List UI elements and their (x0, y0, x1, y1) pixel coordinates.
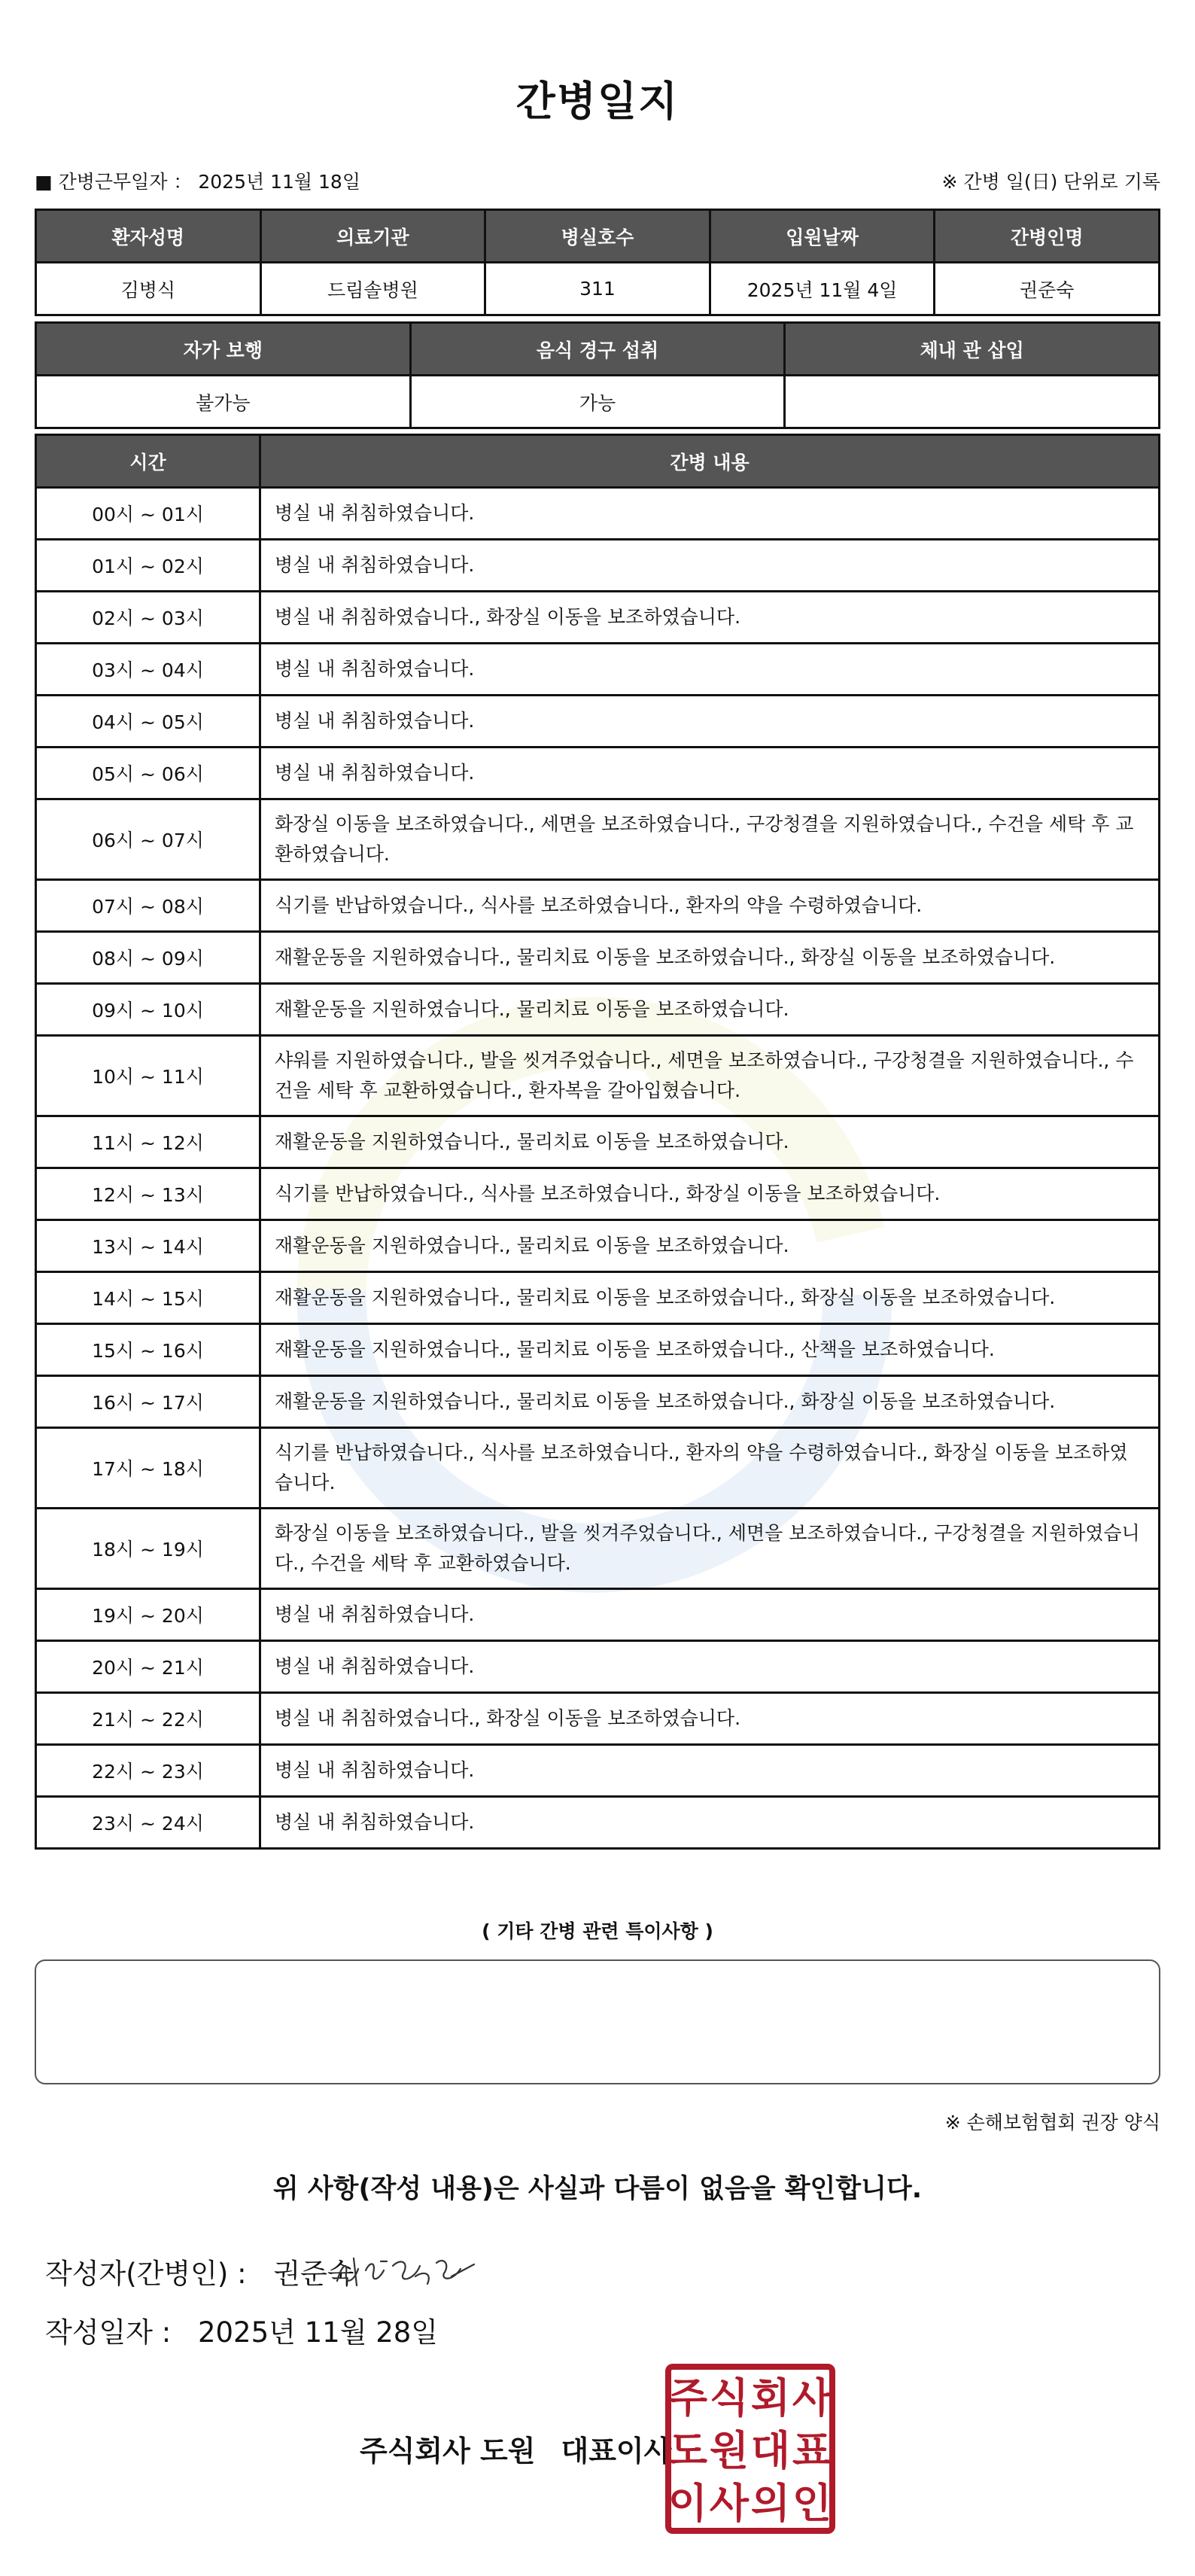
self-walking-value: 불가능 (36, 376, 411, 428)
seal-character: 사 (709, 2480, 750, 2527)
log-content: 병실 내 취침하였습니다. (260, 540, 1160, 592)
company-seal-stamp (664, 2362, 837, 2535)
patient-info-table (35, 209, 1160, 316)
special-notes-box (35, 1959, 1160, 2084)
seal-character: 주 (667, 2374, 708, 2422)
seal-character: 의 (750, 2480, 791, 2527)
document-title: 간병일지 (515, 78, 680, 125)
patient-name: 김병식 (36, 263, 261, 315)
care-log-row (36, 1272, 1160, 1324)
log-content: 병실 내 취침하였습니다. (260, 1745, 1160, 1797)
caregiver-name: 권준숙 (935, 263, 1160, 315)
header-time: 시간 (36, 435, 260, 488)
written-date-line (45, 2310, 438, 2350)
room-number: 311 (485, 263, 710, 315)
header-caregiver-name: 간병인명 (935, 210, 1160, 263)
patient-info-value-row (36, 263, 1160, 315)
log-time: 08시 ~ 09시 (36, 932, 260, 984)
log-content: 병실 내 취침하였습니다. (260, 748, 1160, 799)
log-time: 01시 ~ 02시 (36, 540, 260, 592)
writer-name: 권준숙 (273, 2258, 354, 2290)
log-time: 21시 ~ 22시 (36, 1693, 260, 1745)
header-care-content: 간병 내용 (260, 435, 1160, 488)
oral-intake-value: 가능 (410, 376, 785, 428)
log-time: 06시 ~ 07시 (36, 799, 260, 880)
work-date-label: ■ 간병근무일자 ： (35, 171, 193, 193)
care-log-row (36, 1376, 1160, 1428)
log-content: 병실 내 취침하였습니다., 화장실 이동을 보조하였습니다. (260, 592, 1160, 644)
care-log-row (36, 1168, 1160, 1220)
log-time: 07시 ~ 08시 (36, 880, 260, 932)
care-log-row (36, 1641, 1160, 1693)
care-log-row (36, 1116, 1160, 1168)
log-time: 10시 ~ 11시 (36, 1036, 260, 1116)
care-log-row (36, 592, 1160, 644)
seal-character: 이 (667, 2480, 708, 2527)
log-content: 식기를 반납하였습니다., 식사를 보조하였습니다., 환자의 약을 수령하였습니다. (260, 880, 1160, 932)
log-time: 02시 ~ 03시 (36, 592, 260, 644)
special-notes-title: ( 기타 간병 관련 특이사항 ) (482, 1920, 713, 1942)
care-log-row (36, 1745, 1160, 1797)
care-log-row (36, 644, 1160, 696)
care-log-row (36, 540, 1160, 592)
log-time: 17시 ~ 18시 (36, 1428, 260, 1509)
record-unit-note: ※ 간병 일(日) 단위로 기록 (941, 171, 1160, 193)
log-time: 13시 ~ 14시 (36, 1220, 260, 1272)
confirmation-statement: 위 사항(작성 내용)은 사실과 다름이 없음을 확인합니다. (272, 2174, 923, 2204)
log-time: 04시 ~ 05시 (36, 696, 260, 748)
log-content: 재활운동을 지원하였습니다., 물리치료 이동을 보조하였습니다. (260, 1220, 1160, 1272)
log-time: 05시 ~ 06시 (36, 748, 260, 799)
company-line (360, 2428, 671, 2469)
care-log-row (36, 488, 1160, 540)
seal-character: 사 (792, 2374, 832, 2422)
log-time: 16시 ~ 17시 (36, 1376, 260, 1428)
status-value-row (36, 376, 1160, 428)
care-log-row (36, 1589, 1160, 1641)
log-content: 화장실 이동을 보조하였습니다., 세면을 보조하였습니다., 구강청결을 지원하였습니다., 수건을 세탁 후 교환하였습니다. (260, 799, 1160, 880)
header-tube-insertion: 체내 관 삽입 (785, 323, 1160, 376)
header-room-number: 병실호수 (485, 210, 710, 263)
care-log-row (36, 880, 1160, 932)
handwritten-signature (331, 2243, 482, 2296)
log-time: 15시 ~ 16시 (36, 1324, 260, 1376)
care-log-row (36, 1428, 1160, 1509)
status-header-row (36, 323, 1160, 376)
work-date-value: 2025년 11월 18일 (198, 171, 360, 193)
care-log-row (36, 696, 1160, 748)
seal-character: 식 (709, 2374, 750, 2422)
care-log-row (36, 1797, 1160, 1849)
writer-label: 작성자(간병인) : (45, 2258, 247, 2290)
care-log-row (36, 1693, 1160, 1745)
log-time: 03시 ~ 04시 (36, 644, 260, 696)
log-content: 병실 내 취침하였습니다. (260, 696, 1160, 748)
log-content: 재활운동을 지원하였습니다., 물리치료 이동을 보조하였습니다., 화장실 이동을 보조하였습니다. (260, 1376, 1160, 1428)
work-date (35, 167, 360, 194)
log-time: 12시 ~ 13시 (36, 1168, 260, 1220)
log-content: 병실 내 취침하였습니다. (260, 1797, 1160, 1849)
seal-character: 회 (750, 2374, 791, 2422)
care-log-row (36, 799, 1160, 880)
seal-character: 표 (792, 2427, 832, 2474)
admission-date: 2025년 11월 4일 (710, 263, 935, 315)
written-date-value: 2025년 11월 28일 (197, 2316, 439, 2349)
log-time: 14시 ~ 15시 (36, 1272, 260, 1324)
log-content: 재활운동을 지원하였습니다., 물리치료 이동을 보조하였습니다., 화장실 이동을 보조하였습니다. (260, 1272, 1160, 1324)
writer-line (45, 2251, 354, 2291)
care-log-row (36, 1324, 1160, 1376)
patient-status-table (35, 321, 1160, 429)
care-log-table (35, 434, 1160, 1850)
log-content: 병실 내 취침하였습니다. (260, 644, 1160, 696)
log-time: 19시 ~ 20시 (36, 1589, 260, 1641)
header-hospital: 의료기관 (260, 210, 485, 263)
care-log-row (36, 1036, 1160, 1116)
log-time: 22시 ~ 23시 (36, 1745, 260, 1797)
meta-line (35, 167, 1160, 197)
care-log-row (36, 1509, 1160, 1589)
log-content: 병실 내 취침하였습니다. (260, 1641, 1160, 1693)
header-admission-date: 입원날짜 (710, 210, 935, 263)
tube-insertion-value (785, 376, 1160, 428)
seal-character: 원 (709, 2427, 750, 2474)
log-content: 병실 내 취침하였습니다. (260, 1589, 1160, 1641)
log-content: 재활운동을 지원하였습니다., 물리치료 이동을 보조하였습니다. (260, 1116, 1160, 1168)
header-self-walking: 자가 보행 (36, 323, 411, 376)
hospital-name: 드림솔병원 (260, 263, 485, 315)
log-content: 화장실 이동을 보조하였습니다., 발을 씻겨주었습니다., 세면을 보조하였습니다., 구강청결을 지원하였습니다., 수건을 세탁 후 교환하였습니다. (260, 1509, 1160, 1589)
log-content: 병실 내 취침하였습니다., 화장실 이동을 보조하였습니다. (260, 1693, 1160, 1745)
care-log-row (36, 748, 1160, 799)
seal-character: 인 (792, 2480, 832, 2527)
header-oral-intake: 음식 경구 섭취 (410, 323, 785, 376)
seal-character: 도 (667, 2427, 708, 2474)
company-role: 대표이사 (561, 2434, 672, 2468)
log-time: 18시 ~ 19시 (36, 1509, 260, 1589)
log-time: 09시 ~ 10시 (36, 984, 260, 1036)
log-content: 재활운동을 지원하였습니다., 물리치료 이동을 보조하였습니다. (260, 984, 1160, 1036)
log-content: 샤워를 지원하였습니다., 발을 씻겨주었습니다., 세면을 보조하였습니다., 구강청결을 지원하였습니다., 수건을 세탁 후 교환하였습니다., 환자복을 갈아입혔습니다. (260, 1036, 1160, 1116)
log-content: 병실 내 취침하였습니다. (260, 488, 1160, 540)
care-log-header-row (36, 435, 1160, 488)
log-time: 20시 ~ 21시 (36, 1641, 260, 1693)
care-log-row (36, 1220, 1160, 1272)
company-name: 주식회사 도원 (360, 2434, 536, 2468)
log-time: 23시 ~ 24시 (36, 1797, 260, 1849)
log-content: 재활운동을 지원하였습니다., 물리치료 이동을 보조하였습니다., 화장실 이동을 보조하였습니다. (260, 932, 1160, 984)
log-time: 00시 ~ 01시 (36, 488, 260, 540)
log-time: 11시 ~ 12시 (36, 1116, 260, 1168)
written-date-label: 작성일자 : (45, 2316, 172, 2349)
header-patient-name: 환자성명 (36, 210, 261, 263)
seal-character: 대 (750, 2427, 791, 2474)
care-log-body (36, 488, 1160, 1849)
care-log-row (36, 932, 1160, 984)
recommendation-note: ※ 손해보험협회 권장 양식 (944, 2112, 1160, 2133)
log-content: 재활운동을 지원하였습니다., 물리치료 이동을 보조하였습니다., 산책을 보조하였습니다. (260, 1324, 1160, 1376)
patient-info-header-row (36, 210, 1160, 263)
log-content: 식기를 반납하였습니다., 식사를 보조하였습니다., 화장실 이동을 보조하였습니다. (260, 1168, 1160, 1220)
care-log-row (36, 984, 1160, 1036)
log-content: 식기를 반납하였습니다., 식사를 보조하였습니다., 환자의 약을 수령하였습니다., 화장실 이동을 보조하였습니다. (260, 1428, 1160, 1509)
